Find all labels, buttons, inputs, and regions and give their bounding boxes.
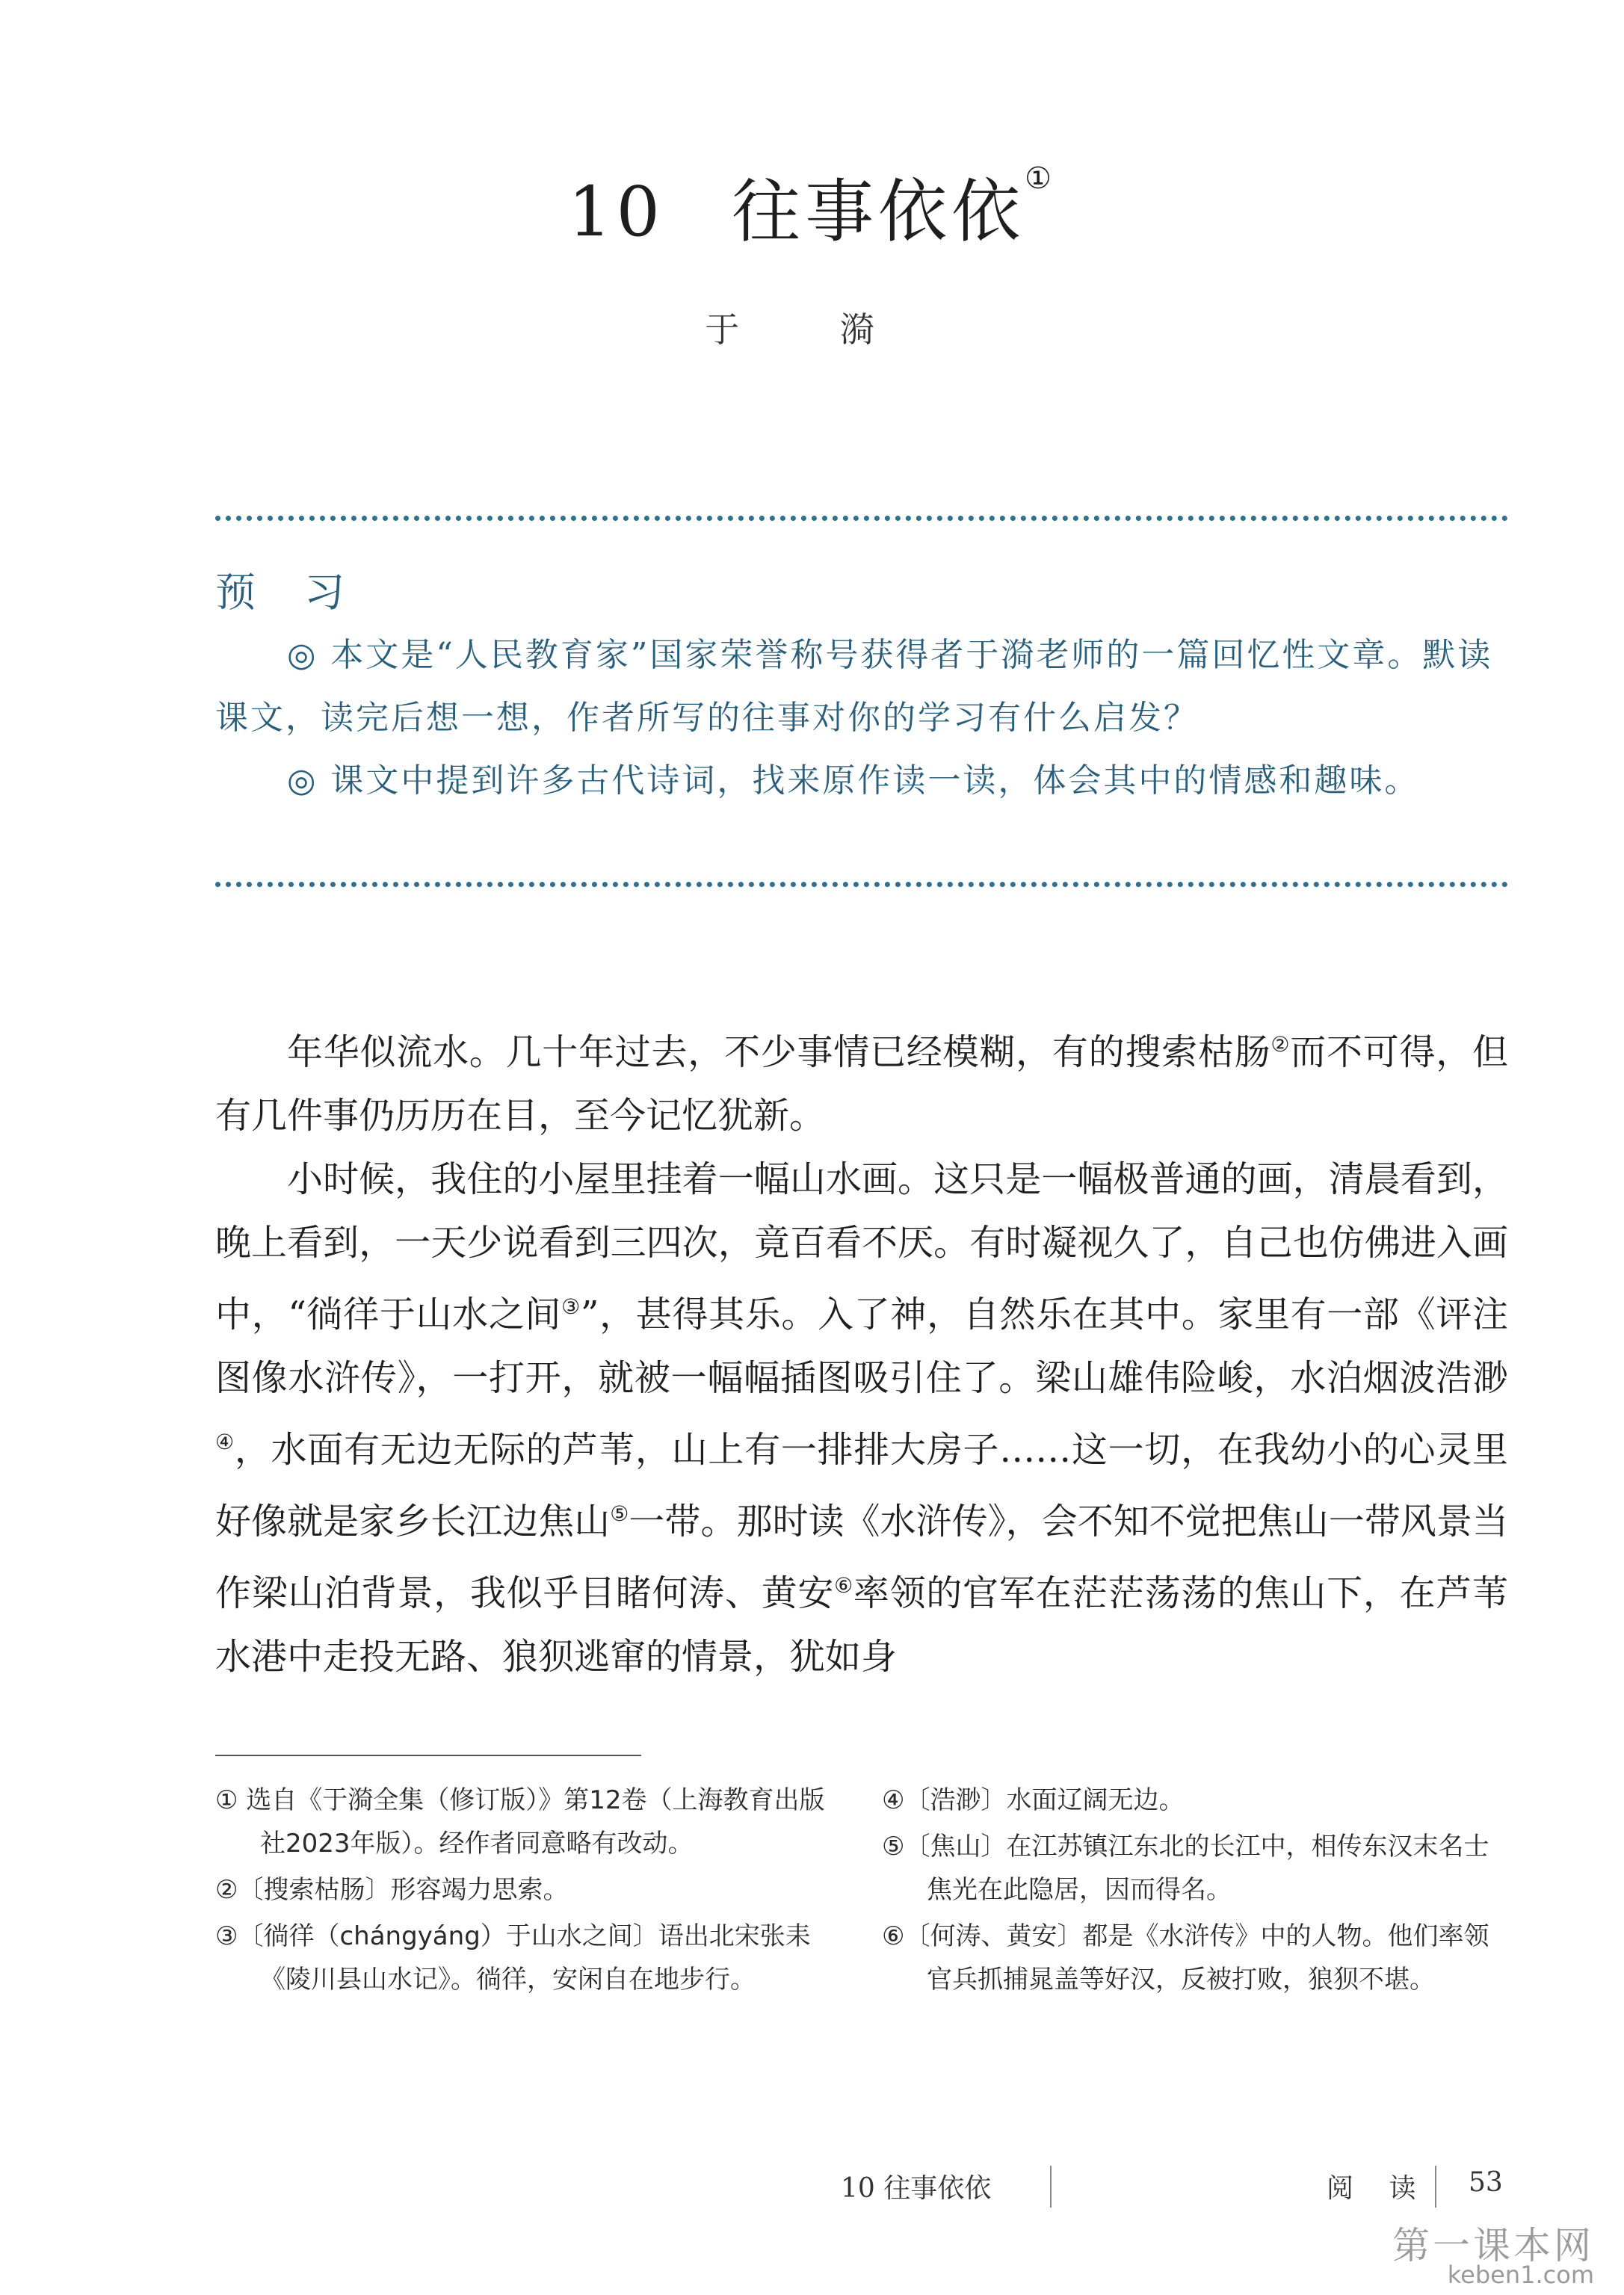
article-body bbox=[215, 1013, 1508, 1689]
author: 于 漪 bbox=[705, 309, 919, 350]
footnote: ⑥〔何涛、黄安〕都是《水浒传》中的人物。他们率领官兵抓捕晁盖等好汉，反被打败，狼狈不堪。 bbox=[882, 1921, 1489, 1995]
preview-bottom-divider bbox=[215, 882, 1508, 887]
footnote: ②〔搜索枯肠〕形容竭力思索。 bbox=[215, 1875, 569, 1905]
footnotes-right-column bbox=[882, 1779, 1510, 2004]
preview-item: ◎ 本文是“人民教育家”国家荣誉称号获得者于漪老师的一篇回忆性文章。默读课文，读完后想一想，作者所写的往事对你的学习有什么启发？ bbox=[215, 636, 1493, 737]
footnote-marker: ⑤ bbox=[610, 1501, 629, 1526]
footer-section: 阅 读 bbox=[1327, 2173, 1430, 2204]
footnote-marker: ④ bbox=[215, 1430, 235, 1454]
title-footnote-marker: ① bbox=[1025, 161, 1056, 196]
footer-divider bbox=[1050, 2166, 1052, 2208]
preview-items bbox=[215, 624, 1508, 812]
preview-item: ◎ 课文中提到许多古代诗词，找来原作读一读，体会其中的情感和趣味。 bbox=[287, 762, 1420, 800]
footnote-marker: ② bbox=[1271, 1032, 1291, 1057]
footnote: ⑤〔焦山〕在江苏镇江东北的长江中，相传东汉末名士焦光在此隐居，因而得名。 bbox=[882, 1832, 1489, 1905]
footnote-rule bbox=[215, 1755, 641, 1756]
page-number: 53 bbox=[1469, 2167, 1503, 2198]
footer-divider bbox=[1435, 2166, 1436, 2208]
preview-top-divider bbox=[215, 516, 1508, 521]
watermark-site-name: 第一课本网 bbox=[1392, 2224, 1594, 2267]
lesson-number: 10 bbox=[568, 172, 665, 252]
preview-heading: 预 习 bbox=[215, 569, 363, 616]
lesson-title bbox=[0, 157, 1624, 256]
watermark-site-url: keben1.com bbox=[1447, 2261, 1594, 2289]
footnote-marker: ③ bbox=[561, 1294, 581, 1319]
lesson-title-text: 往事依依 bbox=[732, 172, 1025, 252]
footnote: ③〔徜徉（chángyáng）于山水之间〕语出北宋张耒《陵川县山水记》。徜徉，安闲自在地步行。 bbox=[215, 1921, 811, 1995]
paragraph: 年华似流水。几十年过去，不少事情已经模糊，有的搜索枯肠②而不可得，但有几件事仍历历在目，至今记忆犹新。 bbox=[215, 1031, 1508, 1137]
footnote: ① 选自《于漪全集（修订版）》第12卷（上海教育出版社2023年版）。经作者同意略有改动。 bbox=[215, 1785, 825, 1859]
footer-lesson: 10 往事依依 bbox=[841, 2173, 992, 2204]
footnote-marker: ⑥ bbox=[834, 1573, 853, 1598]
footnotes-left-column bbox=[215, 1779, 828, 2004]
paragraph: 小时候，我住的小屋里挂着一幅山水画。这只是一幅极普通的画，清晨看到，晚上看到，一天少说看到三四次，竟百看不厌。有时凝视久了，自己也仿佛进入画中，“徜徉于山水之间③”，甚得其乐。入了神，自然乐在其中。家里有一部《评注图像水浒传》，一打开，就被一幅幅插图吸引住了。梁山雄伟险峻，水泊烟波浩渺④，水面有无边无际的芦苇，山上有一排排大房子……这一切，在我幼小的心灵里好像就是家乡长江边焦山⑤一带。那时读《水浒传》，会不知不觉把焦山一带风景当作梁山泊背景，我似乎目睹何涛、黄安⑥率领的官军在茫茫荡荡的焦山下，在芦苇水港中走投无路、狼狈逃窜的情景，犹如身 bbox=[215, 1158, 1508, 1678]
footnote: ④〔浩渺〕水面辽阔无边。 bbox=[882, 1785, 1185, 1815]
